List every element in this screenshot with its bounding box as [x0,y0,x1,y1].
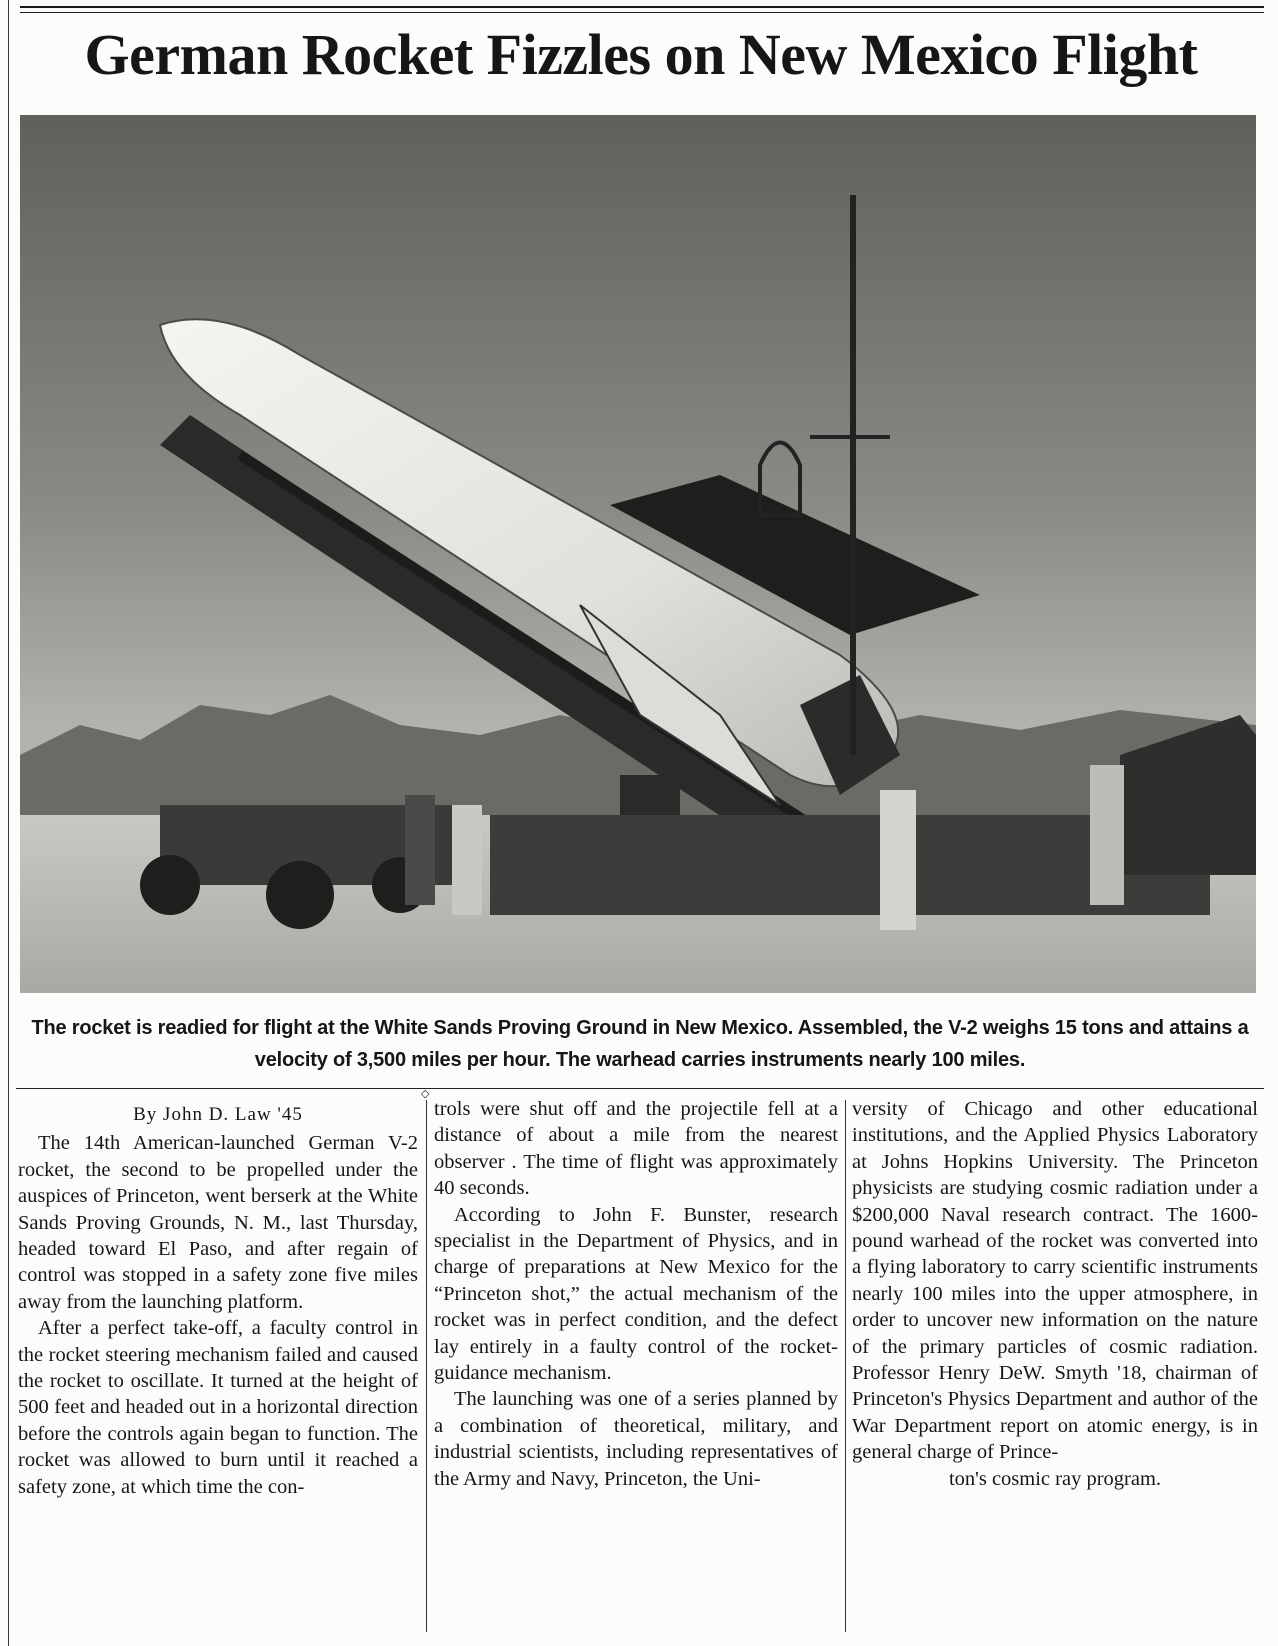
column-divider-2 [845,1100,846,1632]
paragraph: According to John F. Bunster, research specialist in the Department of Physics, and in charge of preparations at New Mexico for the “Princeton shot,” the actual mechanism of the rocket was in perfect condition, and the defect lay entirely in a faulty control of the rocket-guidance mechanism. [434,1203,838,1385]
byline: By John D. Law '45 [133,1104,303,1125]
photo-caption: The rocket is readied for flight at the White Sands Proving Ground in New Mexico. Assembled, the V-2 weighs 15 tons and attains a velocity of 3,500 miles per hour. The warhead carries instruments nearly 100 miles. [31,1017,1249,1071]
article-column-1 [18,1102,418,1500]
paragraph: After a perfect take-off, a faculty control in the rocket steering mechanism failed and caused the rocket to oscillate. It turned at the height of 500 feet and headed out in a horizontal direction before the controls again began to function. The rocket was allowed to burn until it reached a safety zone, at which time the con- [18,1317,418,1498]
paragraph: versity of Chicago and other educational institutions, and the Applied Physics Laboratory at Johns Hopkins University. The Princeton physicists are studying cosmic radiation under a $200,000 Naval research contract. The 1600-pound warhead of the rocket was converted into a flying laboratory to carry scientific instruments nearly 100 miles into the upper atmosphere, in order to uncover new information on the nature of the primary particles of cosmic radiation. Professor Henry DeW. Smyth '18, chairman of Princeton's Physics Department and author of the War Department report on atomic energy, is in general charge of Prince- [852,1098,1258,1464]
paragraph: The launching was one of a series planned by a combination of theoretical, military, and industrial scientists, including representatives of the Army and Navy, Princeton, the Uni- [434,1388,838,1490]
paragraph: The 14th American-launched German V-2 rocket, the second to be propelled under the auspices of Princeton, went berserk at the White Sands Proving Grounds, N. M., last Thursday, headed toward El Paso, and after regain of control was stopped in a safety zone five miles away from the launching platform. [18,1132,418,1313]
column-top-rule [16,1088,1264,1089]
headline: German Rocket Fizzles on New Mexico Flight [84,22,1198,87]
paragraph: trols were shut off and the projectile fell at a distance of about a mile from the nearest observer . The time of flight was approximately 40 seconds. [434,1098,838,1200]
rocket-photo [20,115,1256,993]
column-divider-1 [426,1100,427,1632]
top-rule-thin [20,12,1264,13]
top-rule [20,6,1264,8]
ornament-diamond-icon: ◇ [421,1088,430,1100]
paragraph-end: ton's cosmic ray program. [948,1467,1162,1490]
article-column-3 [852,1096,1258,1492]
page-left-border [8,0,9,1646]
article-column-2 [434,1096,838,1492]
